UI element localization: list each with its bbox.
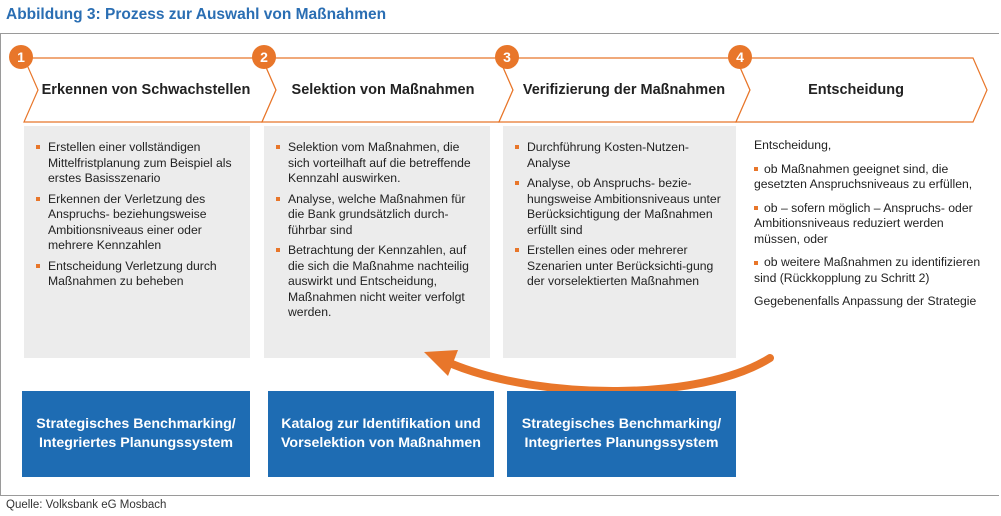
step-title-3: Verifizierung der Maßnahmen — [522, 82, 726, 98]
source-note: Quelle: Volksbank eG Mosbach — [6, 499, 167, 511]
bullet-icon — [276, 197, 280, 201]
bullet-icon — [754, 167, 758, 171]
list-item: Betrachtung der Kennzahlen, auf die sich die Maßnahme nachteilig auswirkt und Entscheidung, Maßnahmen nicht weiter verfolgt werden. — [276, 243, 480, 321]
step-number-3: 3 — [503, 49, 511, 65]
list-item: Erstellen eines oder mehrerer Szenarien unter Berücksichti-gung der vorselektierten Maßnahmen — [515, 243, 726, 290]
step-panel-2 — [264, 126, 490, 358]
list-item: ob – sofern möglich – Anspruchs- oder Ambitionsniveaus reduziert werden müssen, oder — [754, 200, 973, 246]
list-item: Selektion vom Maßnahmen, die sich vorteilhaft auf die betreffende Kennzahl auswirken. — [276, 140, 480, 187]
list-item: Durchführung Kosten-Nutzen-Analyse — [515, 140, 726, 171]
list-item: ob weitere Maßnahmen zu identifizieren sind (Rückkopplung zu Schritt 2) — [754, 255, 981, 285]
step-panel-4 — [748, 126, 998, 358]
step-title-1: Erkennen von Schwachstellen — [41, 82, 251, 98]
bullet-icon — [36, 145, 40, 149]
bullet-icon — [36, 197, 40, 201]
bullet-icon — [515, 248, 519, 252]
list-item: ob Maßnahmen geeignet sind, die gesetzten Anspruchsniveaus zu erfüllen, — [754, 161, 973, 191]
tool-box-1: Strategisches Benchmarking/ Integriertes Planungssystem — [22, 391, 250, 477]
decision-intro: Entscheidung, — [754, 138, 832, 152]
bullet-icon — [276, 248, 280, 252]
step-title-2: Selektion von Maßnahmen — [291, 82, 475, 98]
list-item: Erkennen der Verletzung des Anspruchs- beziehungsweise Ambitionsniveaus einer oder mehrere Kennzahlen — [36, 192, 240, 254]
step-panel-1 — [24, 126, 250, 358]
step-number-4: 4 — [736, 49, 744, 65]
bullet-icon — [754, 206, 758, 210]
bullet-icon — [754, 261, 758, 265]
tool-box-2: Katalog zur Identifikation und Vorselektion von Maßnahmen — [268, 391, 494, 477]
tool-box-3: Strategisches Benchmarking/ Integriertes Planungssystem — [507, 391, 736, 477]
bullet-icon — [515, 181, 519, 185]
figure-title: Abbildung 3: Prozess zur Auswahl von Maßnahmen — [6, 6, 387, 23]
step-number-1: 1 — [17, 49, 25, 65]
list-item: Entscheidung Verletzung durch Maßnahmen zu beheben — [36, 259, 240, 290]
step-title-4: Entscheidung — [808, 82, 904, 98]
step-number-2: 2 — [260, 49, 268, 65]
bullet-icon — [36, 264, 40, 268]
list-item: Analyse, ob Anspruchs- bezie-hungsweise Ambitionsniveaus unter Berücksichtigung der Maßnahmen erfüllt sind — [515, 176, 726, 238]
decision-outro: Gegebenenfalls Anpassung der Strategie — [754, 294, 977, 308]
bullet-icon — [515, 145, 519, 149]
list-item: Analyse, welche Maßnahmen für die Bank grundsätzlich durch-führbar sind — [276, 192, 480, 239]
step-panel-3 — [503, 126, 736, 358]
list-item: Erstellen einer vollständigen Mittelfristplanung zum Beispiel als erstes Basisszenario — [36, 140, 240, 187]
bullet-icon — [276, 145, 280, 149]
